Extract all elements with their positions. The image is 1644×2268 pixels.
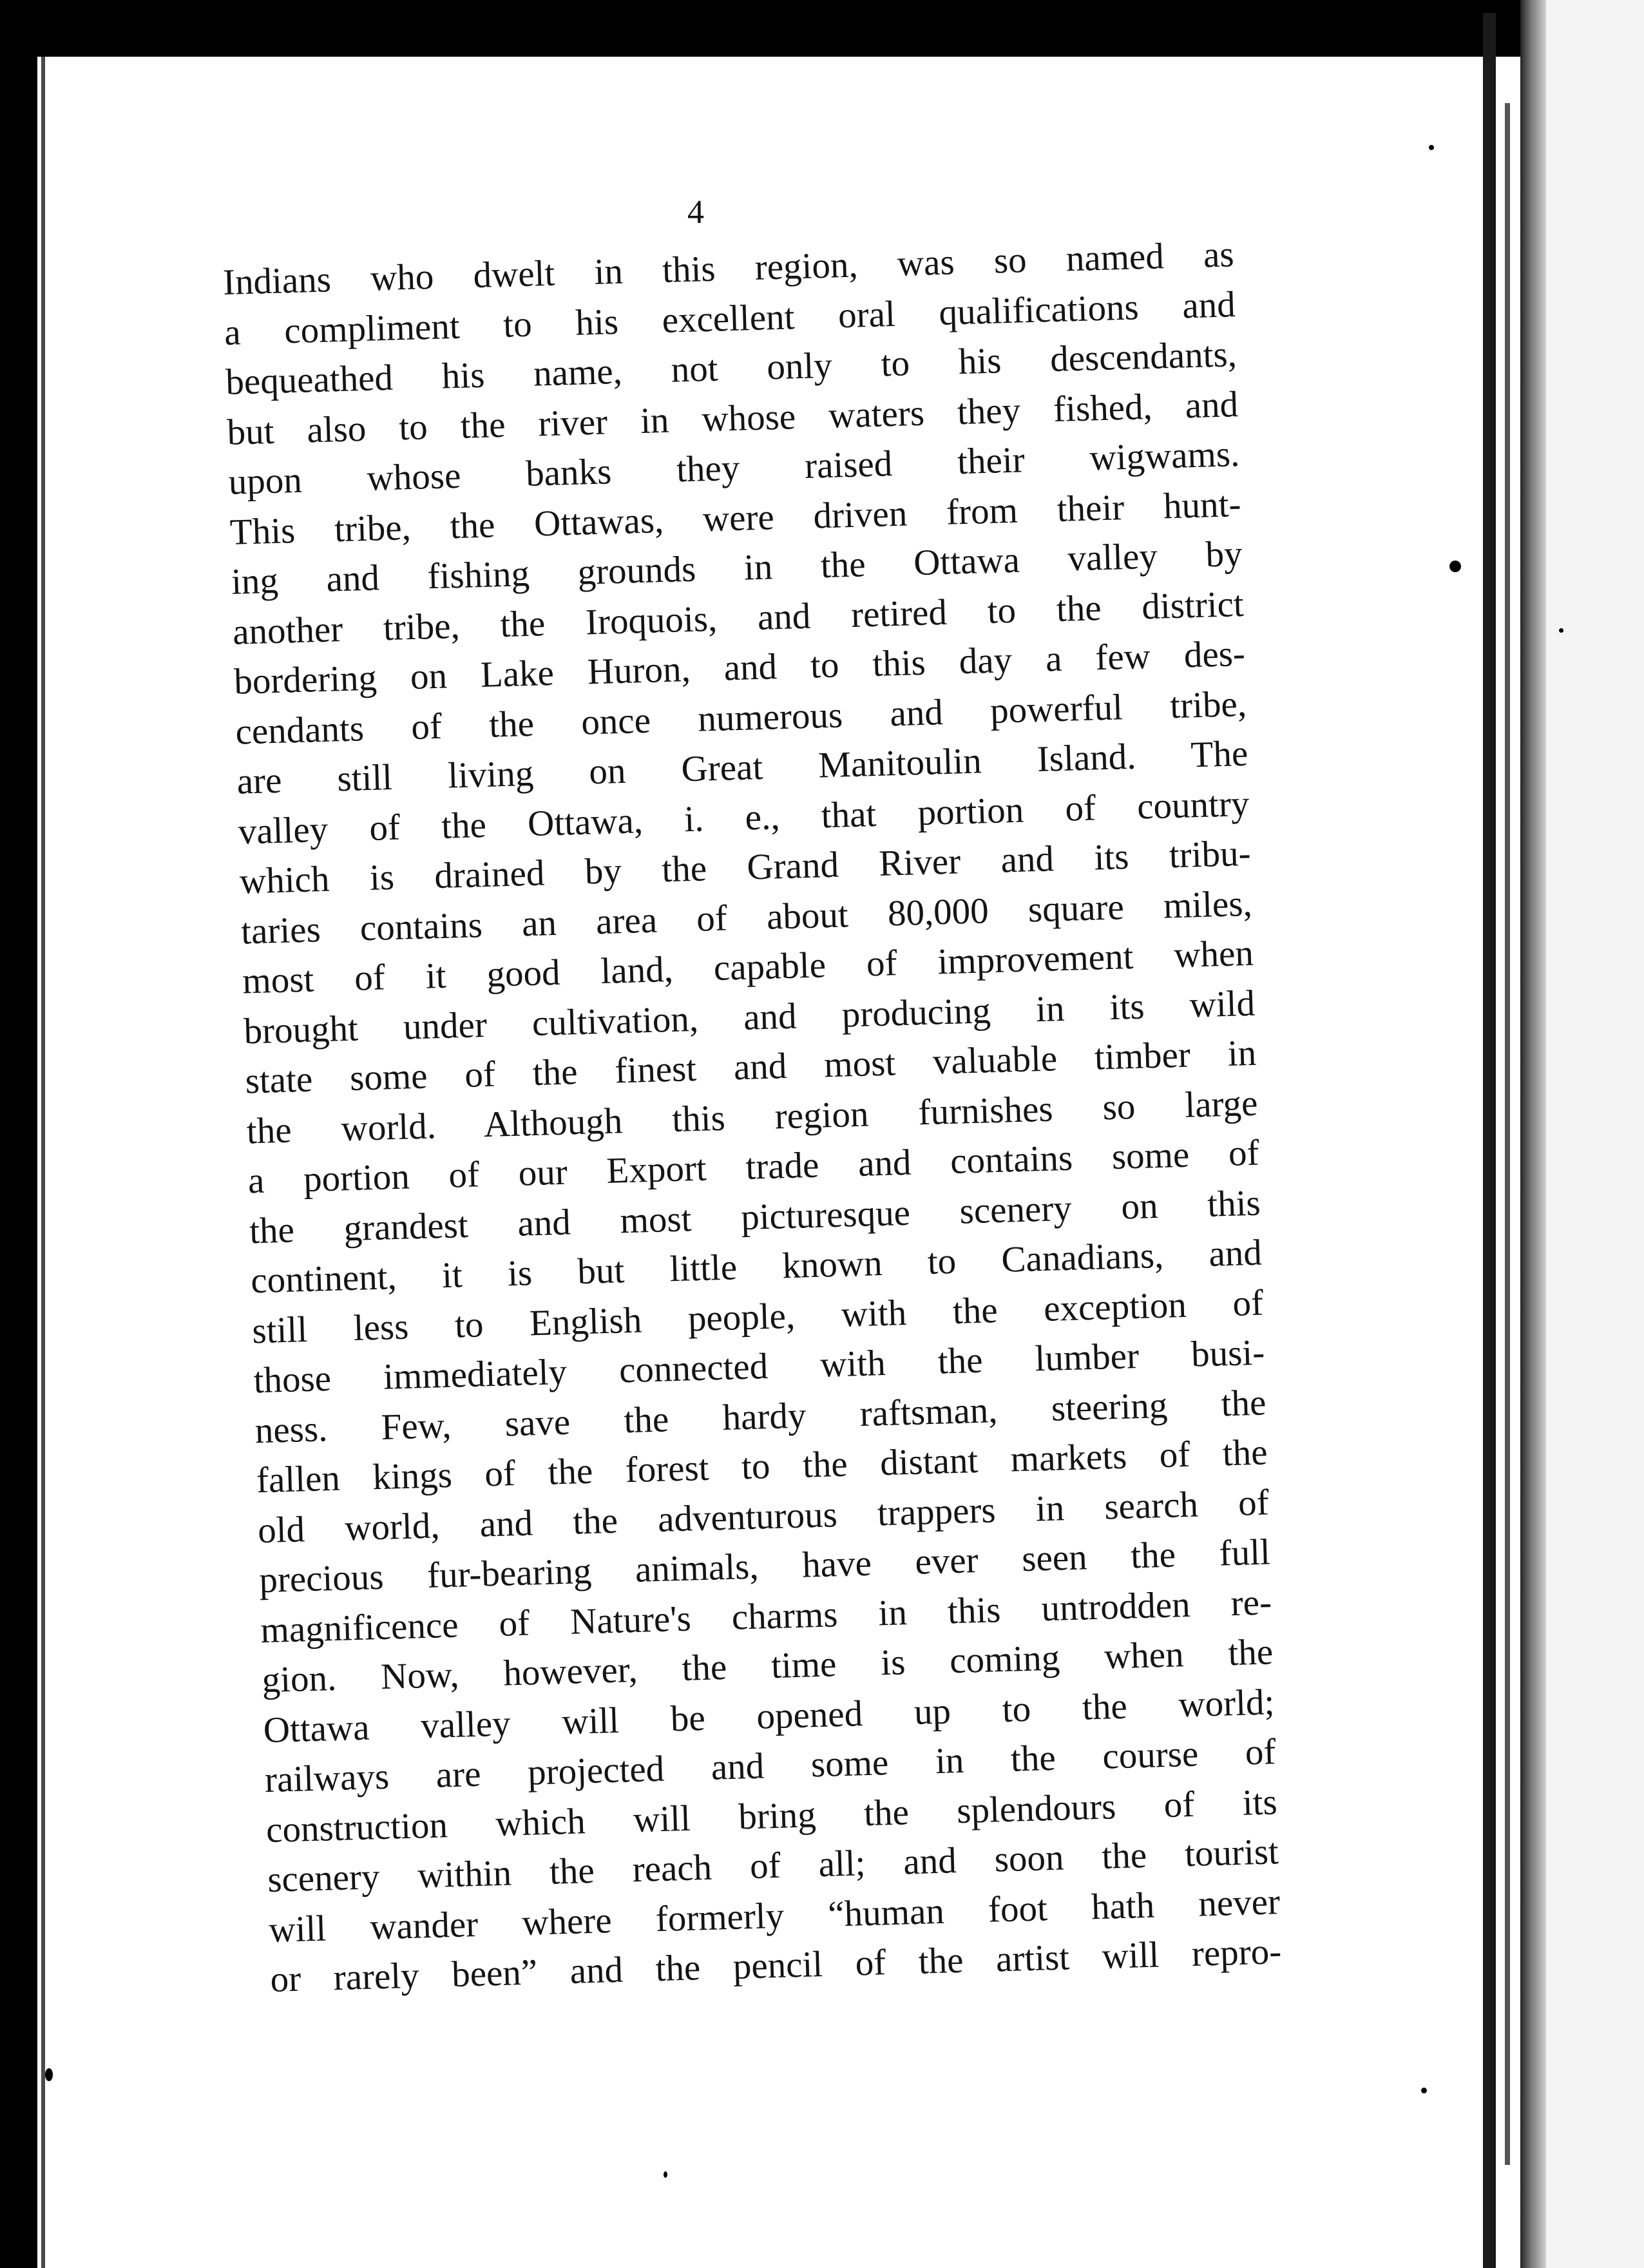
text-line: state some of the finest and most valuable timber in — [244, 1032, 1257, 1102]
text-line: upon whose banks they raised their wigwams. — [227, 434, 1240, 503]
text-line: which is drained by the Grand River and its tribu- — [239, 832, 1252, 902]
text-line: This tribe, the Ottawas, were driven from their hunt- — [229, 483, 1242, 553]
text-line: Ottawa valley will be opened up to the world; — [262, 1681, 1276, 1751]
text-line: scenery within the reach of all; and soon the tourist — [267, 1831, 1279, 1901]
text-line: a portion of our Export trade and contains some of — [247, 1132, 1260, 1202]
text-line: the grandest and most picturesque scenery on this — [249, 1182, 1261, 1251]
text-line: ness. Few, save the hardy raftsman, steering the — [254, 1381, 1267, 1451]
text-line: magnificence of Nature's charms in this untrodden re- — [260, 1581, 1272, 1651]
text-line: will wander where formerly “human foot hath never — [268, 1881, 1281, 1950]
text-line: construction which will bring the splendours of its — [265, 1781, 1278, 1850]
binding-shadow — [1520, 0, 1546, 2268]
text-line: but also to the river in whose waters they fished, and — [226, 383, 1239, 453]
adjacent-page — [1520, 0, 1644, 2268]
ink-speck — [1429, 145, 1434, 150]
text-line: still less to English people, with the exception of — [251, 1282, 1264, 1351]
text-line: taries contains an area of about 80,000 square miles, — [240, 883, 1253, 952]
text-line: bequeathed his name, not only to his descendants, — [225, 334, 1238, 403]
scan-border-top — [0, 0, 1644, 57]
text-line: brought under cultivation, and producing in its wild — [243, 983, 1256, 1052]
text-line: the world. Although this region furnishes so large — [245, 1082, 1259, 1151]
page-edge-shadow — [1505, 103, 1510, 2165]
text-line: are still living on Great Manitoulin Island. The — [236, 733, 1248, 802]
scan-border-left — [0, 0, 37, 2268]
gutter-shadow — [41, 57, 45, 2268]
body-text — [222, 229, 1282, 2004]
ink-speck — [1559, 628, 1563, 633]
text-line: continent, it is but little known to Canadians, and — [250, 1232, 1263, 1302]
text-line: cendants of the once numerous and powerful tribe, — [234, 683, 1247, 753]
text-line: precious fur-bearing animals, have ever seen the full — [258, 1532, 1271, 1601]
text-line: gion. Now, however, the time is coming when the — [261, 1631, 1274, 1701]
page-edge — [1483, 13, 1496, 2268]
text-line: or rarely been” and the pencil of the artist will repro- — [269, 1931, 1282, 2000]
ink-speck — [45, 2068, 53, 2081]
ink-speck — [1421, 2088, 1427, 2093]
text-line: another tribe, the Iroquois, and retired to the district — [232, 583, 1245, 653]
text-line: a compliment to his excellent oral qualifications and — [224, 284, 1236, 353]
text-line: railways are projected and some in the course of — [264, 1731, 1277, 1801]
text-line: valley of the Ottawa, i. e., that portion of country — [237, 783, 1250, 852]
text-line: Indians who dwelt in this region, was so named as — [222, 234, 1235, 303]
text-line: those immediately connected with the lumber busi- — [253, 1332, 1265, 1401]
ink-speck — [1449, 561, 1461, 572]
text-line: bordering on Lake Huron, and to this day a few des- — [233, 633, 1246, 702]
text-line: most of it good land, capable of improvement when — [242, 932, 1254, 1002]
text-line: fallen kings of the forest to the distant markets of the — [256, 1432, 1268, 1501]
text-line: ing and fishing grounds in the Ottawa valley by — [231, 533, 1243, 602]
text-line: old world, and the adventurous trappers in search of — [257, 1481, 1270, 1551]
page-number: 4 — [687, 194, 704, 231]
ink-speck — [664, 2171, 667, 2178]
